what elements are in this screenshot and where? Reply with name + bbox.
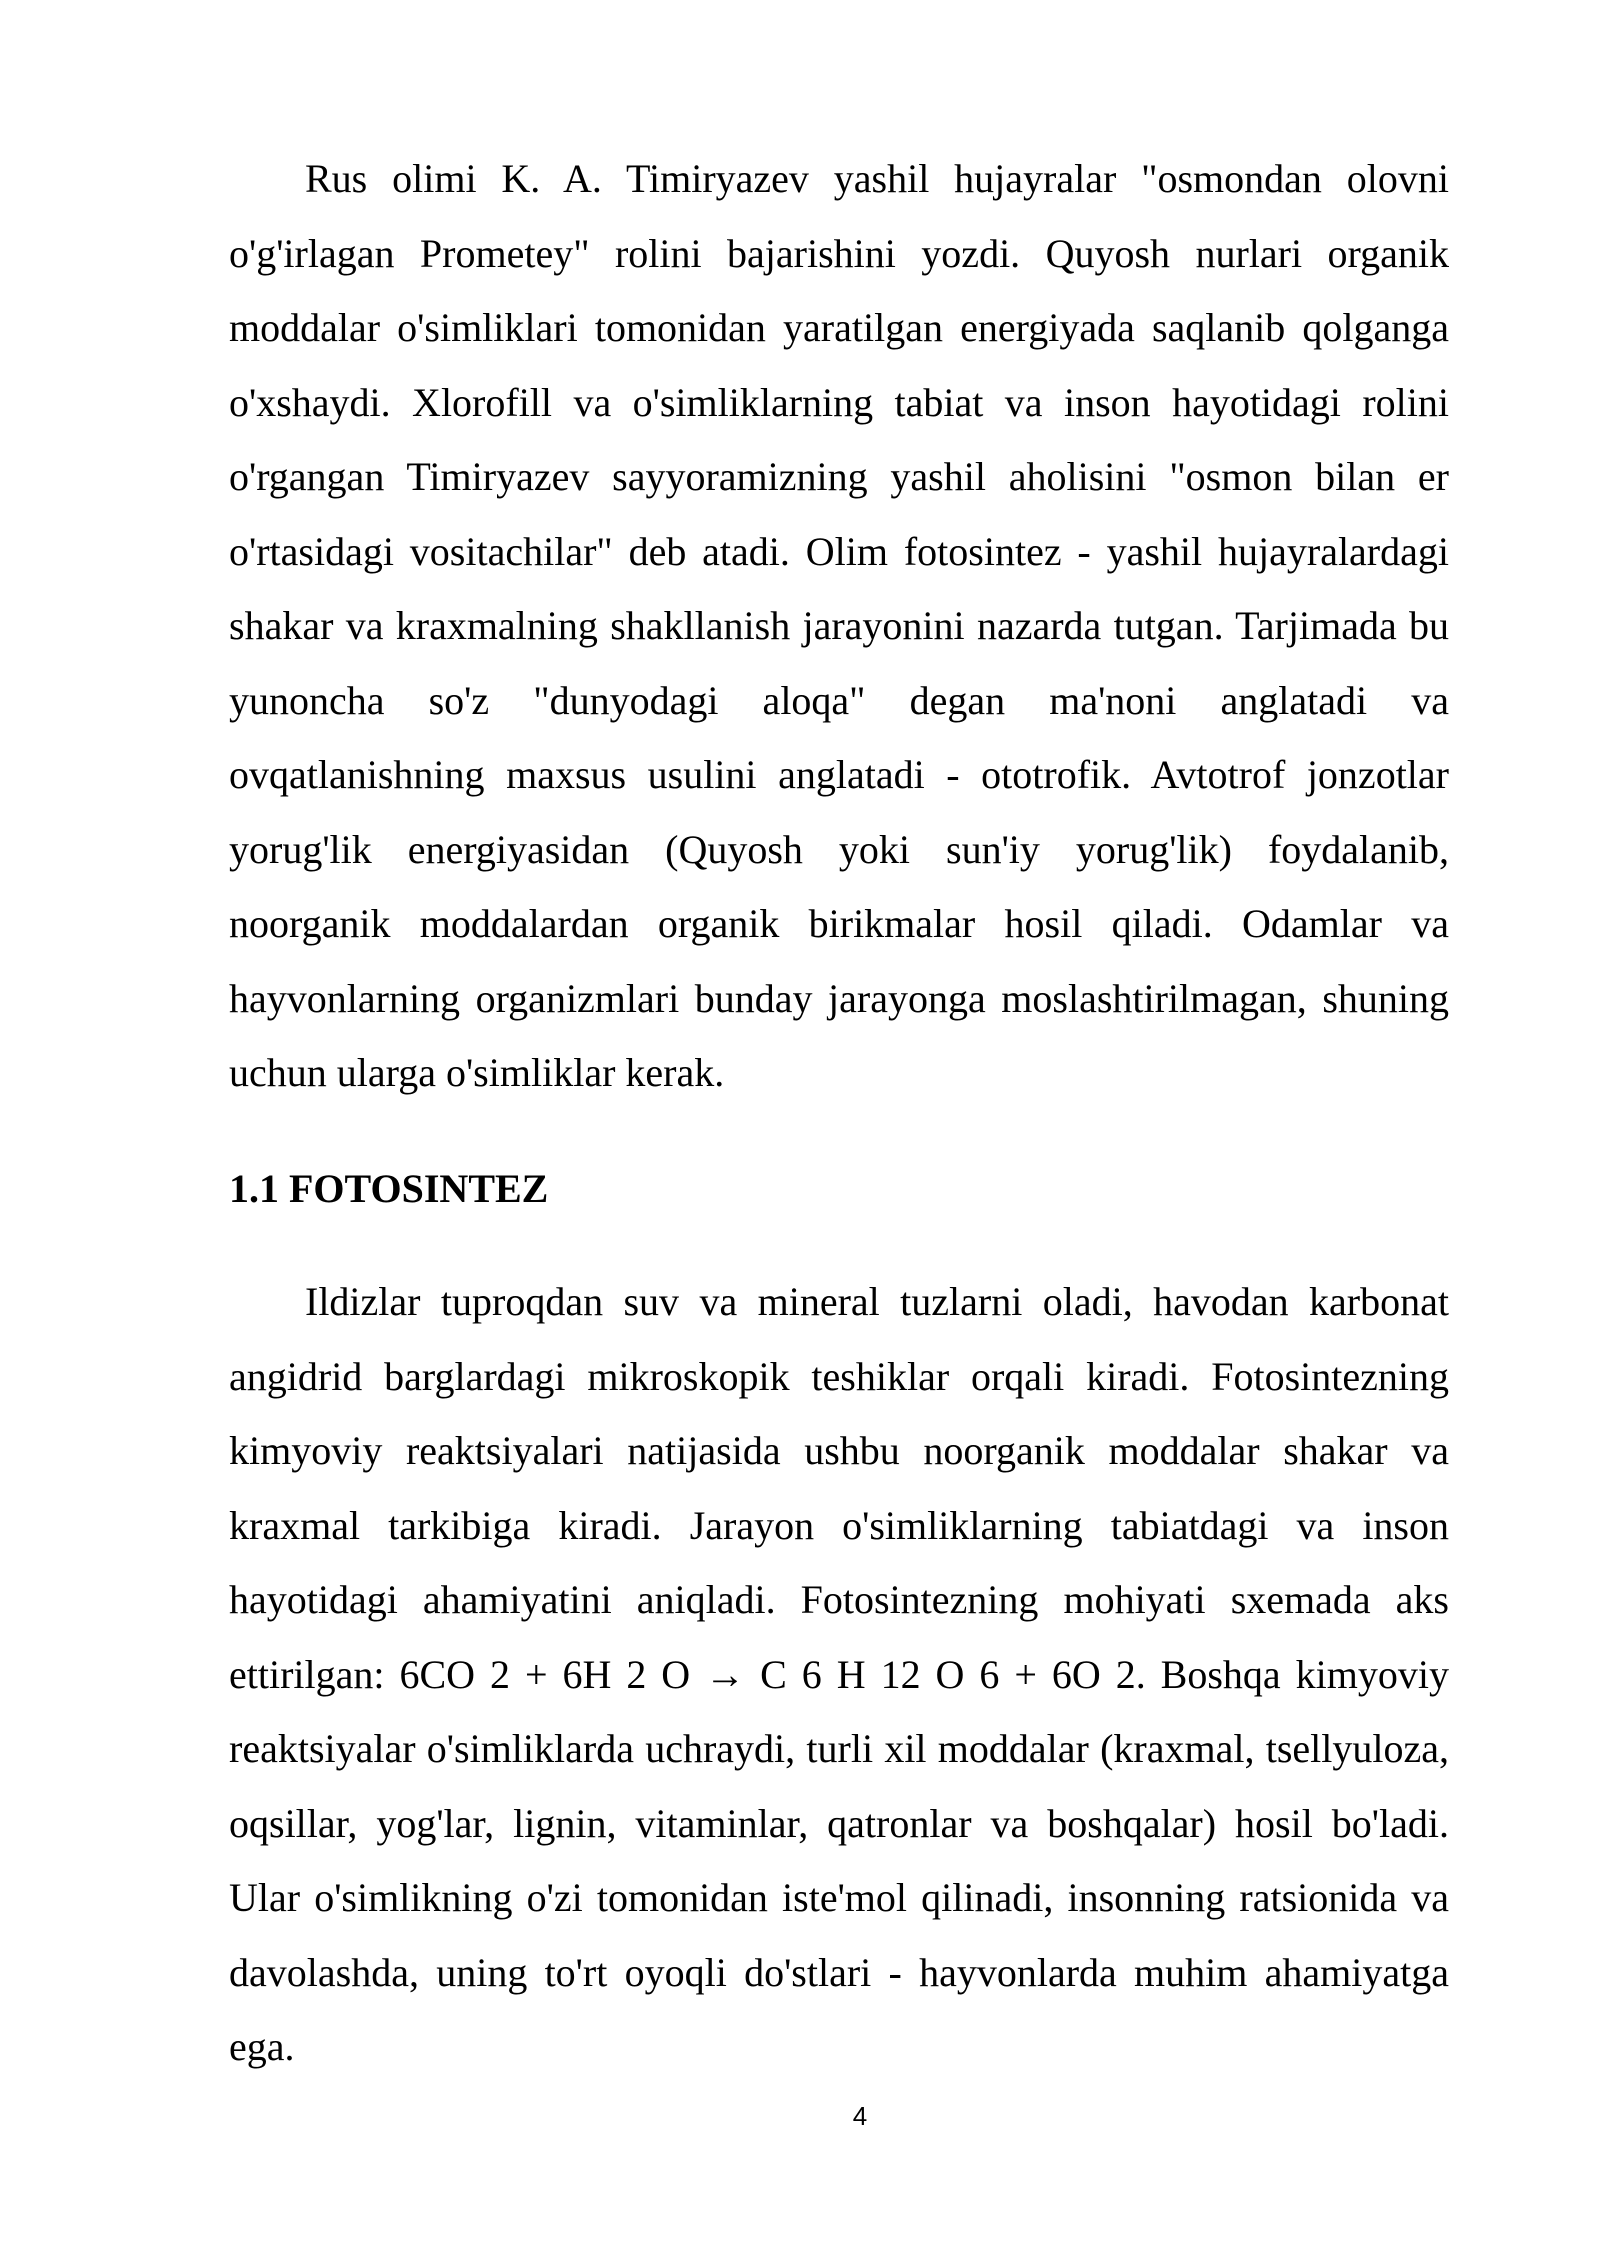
body-paragraph-intro: Rus olimi K. A. Timiryazev yashil hujayralar "osmondan olovni o'g'irlagan Prometey" rolini bajarishini yozdi. Quyosh nurlari organik moddalar o'simliklari tomonidan yaratilgan energiyada saqlanib qolganga o'xshaydi. Xlorofill va o'simliklarning tabiat va inson hayotidagi rolini o'rgangan Timiryazev sayyoramizning yashil aholisini "osmon bilan er o'rtasidagi vositachilar" deb atadi. Olim fotosintez - yashil hujayralardagi shakar va kraxmalning shakllanish jarayonini nazarda tutgan. Tarjimada bu yunoncha so'z "dunyodagi aloqa" degan ma'noni anglatadi va ovqatlanishning maxsus usulini anglatadi - ototrofik. Avtotrof jonzotlar yorug'lik energiyasidan (Quyosh yoki sun'iy yorug'lik) foydalanib, noorganik moddalardan organik birikmalar hosil qiladi. Odamlar va hayvonlarning organizmlari bunday jarayonga moslashtirilmagan, shuning uchun ularga o'simliklar kerak. bbox=[229, 156, 1449, 1095]
page-number: 4 bbox=[852, 2101, 868, 2131]
section-heading: 1.1 FOTOSINTEZ bbox=[229, 1166, 549, 1211]
body-paragraph-photosynthesis: Ildizlar tuproqdan suv va mineral tuzlarni oladi, havodan karbonat angidrid barglardagi mikroskopik teshiklar orqali kiradi. Fotosintezning kimyoviy reaktsiyalari natijasida ushbu noorganik moddalar shakar va kraxmal tarkibiga kiradi. Jarayon o'simliklarning tabiatdagi va inson hayotidagi ahamiyatini aniqladi. Fotosintezning mohiyati sxemada aks ettirilgan: 6CO 2 + 6H 2 O → C 6 H 12 O 6 + 6O 2. Boshqa kimyoviy reaktsiyalar o'simliklarda uchraydi, turli xil moddalar (kraxmal, tsellyuloza, oqsillar, yog'lar, lignin, vitaminlar, qatronlar va boshqalar) hosil bo'ladi. Ular o'simlikning o'zi tomonidan iste'mol qilinadi, insonning ratsionida va davolashda, uning to'rt oyoqli do'stlari - hayvonlarda muhim ahamiyatga ega. bbox=[229, 1279, 1449, 2069]
